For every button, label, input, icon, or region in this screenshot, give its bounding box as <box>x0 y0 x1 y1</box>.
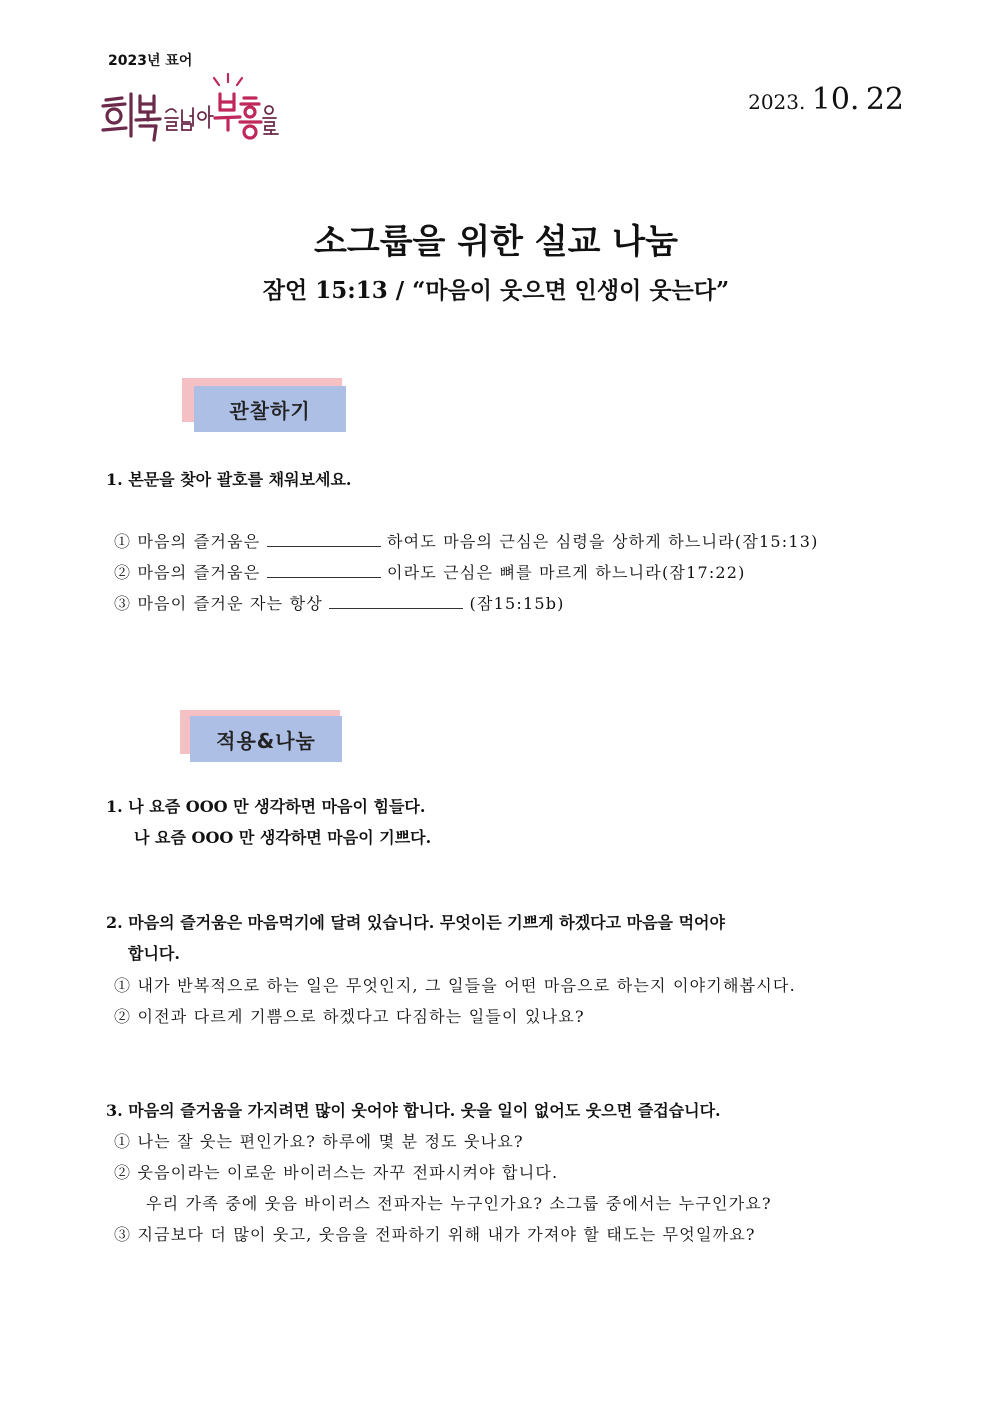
item-text-before: 마음이 즐거운 자는 항상 <box>137 594 323 613</box>
item-text-after: 이라도 근심은 뼈를 마르게 하느니라(잠17:22) <box>386 563 746 582</box>
page-title: 소그룹을 위한 설교 나눔 <box>314 222 678 262</box>
section-label-observe <box>182 378 352 438</box>
apply-q3-item-1: ① 나는 잘 웃는 편인가요? 하루에 몇 분 정도 웃나요? <box>114 1132 524 1151</box>
observe-item-1 <box>114 529 819 552</box>
item-text-before: 마음의 즐거움은 <box>137 532 261 551</box>
section-label-apply <box>180 710 350 770</box>
observe-question: 1. 본문을 찾아 괄호를 채워보세요. <box>106 470 352 489</box>
date-year: 2023. <box>748 90 806 114</box>
apply-q2-item-2: ② 이전과 다르게 기쁨으로 하겠다고 다짐하는 일들이 있나요? <box>114 1007 585 1026</box>
logo-graphic <box>98 72 288 144</box>
apply-q3: 3. 마음의 즐거움을 가지려면 많이 웃어야 합니다. 웃을 일이 없어도 웃으면 즐겁습니다. <box>106 1101 721 1120</box>
item-number: ② <box>114 563 132 582</box>
apply-q1-line2: 나 요즘 OOO 만 생각하면 마음이 기쁘다. <box>134 828 432 847</box>
item-number: ③ <box>114 594 132 613</box>
apply-q1-line1: 1. 나 요즘 OOO 만 생각하면 마음이 힘들다. <box>106 797 426 816</box>
apply-q2-line1: 2. 마음의 즐거움은 마음먹기에 달려 있습니다. 무엇이든 기쁘게 하겠다고 마음을 먹어야 <box>106 913 725 932</box>
observe-item-3 <box>114 591 565 614</box>
label-box: 관찰하기 <box>194 386 346 432</box>
apply-q2-line2: 합니다. <box>128 944 180 963</box>
date <box>748 82 904 117</box>
page-subtitle: 잠언 15:13 / “마음이 웃으면 인생이 웃는다” <box>262 277 730 304</box>
fill-blank[interactable] <box>329 594 463 609</box>
motto-label: 2023년 표어 <box>108 53 193 69</box>
item-number: ① <box>114 532 132 551</box>
logo <box>98 72 288 144</box>
date-day: 22 <box>865 82 904 117</box>
item-text-before: 마음의 즐거움은 <box>137 563 261 582</box>
fill-blank[interactable] <box>267 563 381 578</box>
apply-q3-item-2-cont: 우리 가족 중에 웃음 바이러스 전파자는 누구인가요? 소그룹 중에서는 누구인가요? <box>146 1194 772 1213</box>
apply-q3-item-3: ③ 지금보다 더 많이 웃고, 웃음을 전파하기 위해 내가 가져야 할 태도는 무엇일까요? <box>114 1225 756 1244</box>
apply-q2-item-1: ① 내가 반복적으로 하는 일은 무엇인지, 그 일들을 어떤 마음으로 하는지 이야기해봅시다. <box>114 976 796 995</box>
date-month: 10. <box>811 82 860 117</box>
item-text-after: 하여도 마음의 근심은 심령을 상하게 하느니라(잠15:13) <box>386 532 819 551</box>
item-text-after: (잠15:15b) <box>469 594 565 613</box>
apply-q3-item-2: ② 웃음이라는 이로운 바이러스는 자꾸 전파시켜야 합니다. <box>114 1163 559 1182</box>
observe-item-2 <box>114 560 746 583</box>
fill-blank[interactable] <box>267 532 381 547</box>
label-box: 적용&나눔 <box>190 716 342 762</box>
